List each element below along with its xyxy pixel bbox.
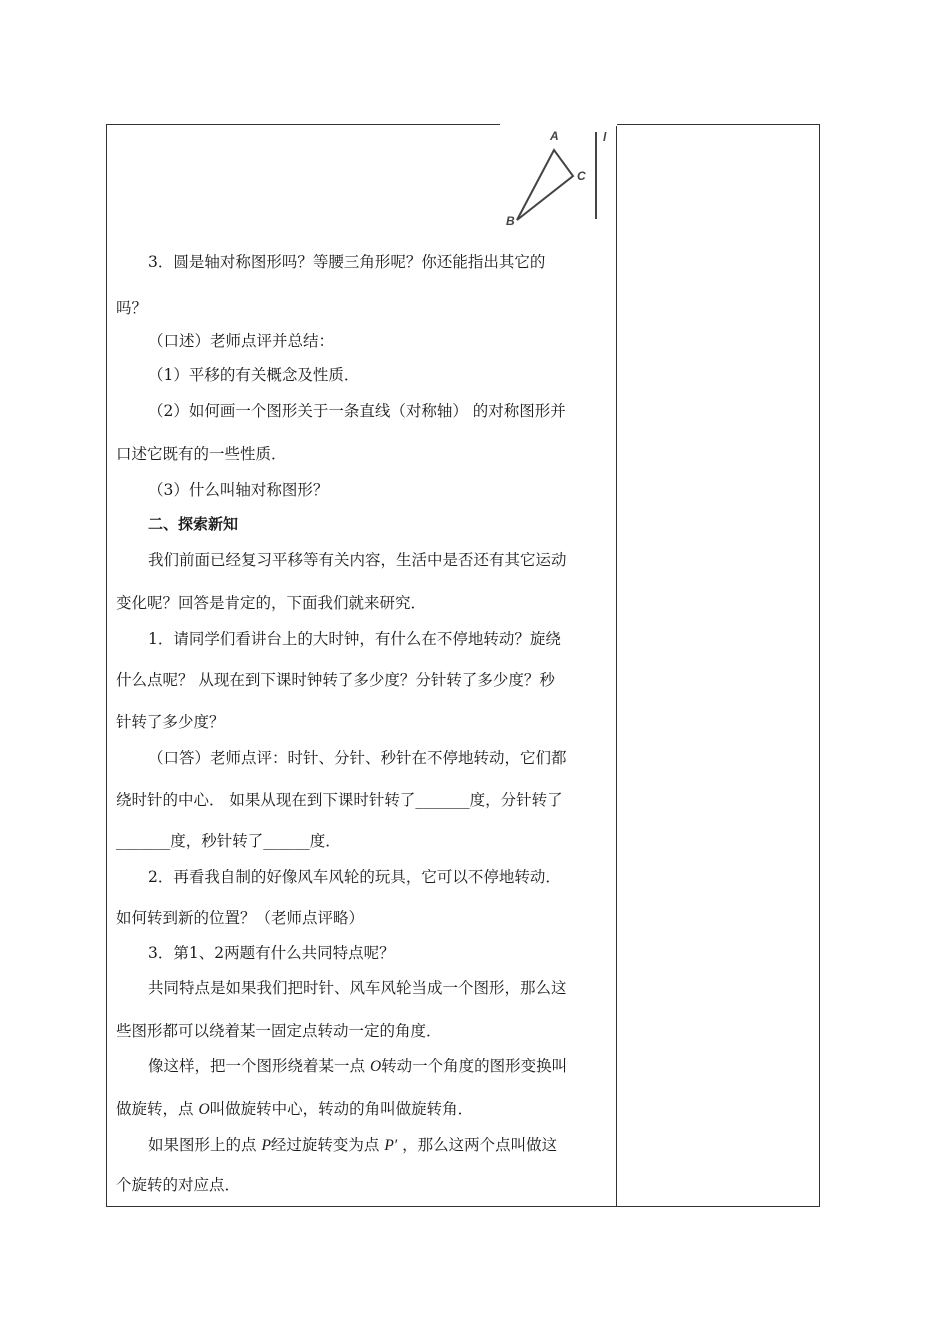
text-segment: 转动一个角度的图形变换叫 — [381, 1057, 568, 1075]
triangle-abc — [517, 150, 573, 220]
intro-line-2: 变化呢？回答是肯定的，下面我们就来研究． — [116, 594, 427, 612]
clock-answer-line-3: _______度，秒针转了______度． — [116, 832, 341, 850]
section-heading-explore: 二、探索新知 — [148, 515, 239, 533]
summary-item-1: （1）平移的有关概念及性质． — [148, 366, 360, 384]
clock-question-line-1: 1．请同学们看讲台上的大时钟，有什么在不停地转动？旋绕 — [148, 630, 561, 648]
teacher-summary-heading: （口述）老师点评并总结： — [148, 332, 335, 350]
label-a: A — [550, 129, 559, 143]
common-feature-line-1: 共同特点是如果我们把时针、风车风轮当成一个图形，那么这 — [148, 979, 567, 997]
clock-answer-line-2: 绕时针的中心． 如果从现在到下课时针转了_______度，分针转了 — [116, 791, 563, 809]
summary-item-2-line-1: （2）如何画一个图形关于一条直线（对称轴） 的对称图形并 — [148, 402, 566, 420]
text-segment: 如果图形上的点 — [148, 1136, 262, 1154]
windmill-line-1: 2．再看我自制的好像风车风轮的玩具，它可以不停地转动． — [148, 868, 561, 886]
corresponding-point-line-1 — [116, 1126, 612, 1165]
common-feature-question: 3．第1、2两题有什么共同特点呢？ — [148, 944, 395, 962]
table-column-divider — [616, 124, 617, 1207]
label-c: C — [577, 169, 586, 183]
label-l: l — [603, 130, 607, 144]
text-segment: 经过旋转变为点 — [270, 1136, 385, 1154]
common-feature-line-2: 些图形都可以绕着某一固定点转动一定的角度． — [116, 1022, 442, 1040]
variable-o: O — [369, 1058, 382, 1075]
variable-p: P — [261, 1137, 271, 1154]
triangle-figure — [500, 124, 618, 228]
text-segment: ，那么这两个点叫做这 — [397, 1136, 558, 1154]
summary-item-3: （3）什么叫轴对称图形？ — [148, 481, 329, 499]
clock-question-line-2: 什么点呢？ 从现在到下课时钟转了多少度？分针转了多少度？秒 — [116, 671, 555, 689]
windmill-line-2: 如何转到新的位置？（老师点评略） — [116, 909, 365, 927]
rotation-definition-line-2 — [116, 1090, 612, 1129]
clock-question-line-3: 针转了多少度？ — [116, 713, 225, 731]
variable-o: O — [198, 1101, 210, 1118]
clock-answer-line-1: （口答）老师点评：时针、分针、秒针在不停地转动，它们都 — [148, 749, 567, 767]
variable-p-prime: P′ — [384, 1137, 398, 1154]
text-segment: 叫做旋转中心，转动的角叫做旋转角． — [209, 1100, 474, 1118]
summary-item-2-line-2: 口述它既有的一些性质． — [116, 445, 287, 463]
text-segment: 像这样，把一个图形绕着某一点 — [148, 1057, 370, 1075]
question-3-line-1: 3．圆是轴对称图形吗？等腰三角形呢？你还能指出其它的 — [148, 253, 546, 271]
rotation-definition-line-1 — [116, 1047, 612, 1086]
text-segment: 做旋转，点 — [116, 1100, 199, 1118]
question-3-line-2: 吗？ — [116, 299, 148, 317]
corresponding-point-line-2: 个旋转的对应点． — [116, 1176, 241, 1194]
label-b: B — [506, 214, 515, 228]
intro-line-1: 我们前面已经复习平移等有关内容，生活中是否还有其它运动 — [148, 551, 567, 569]
